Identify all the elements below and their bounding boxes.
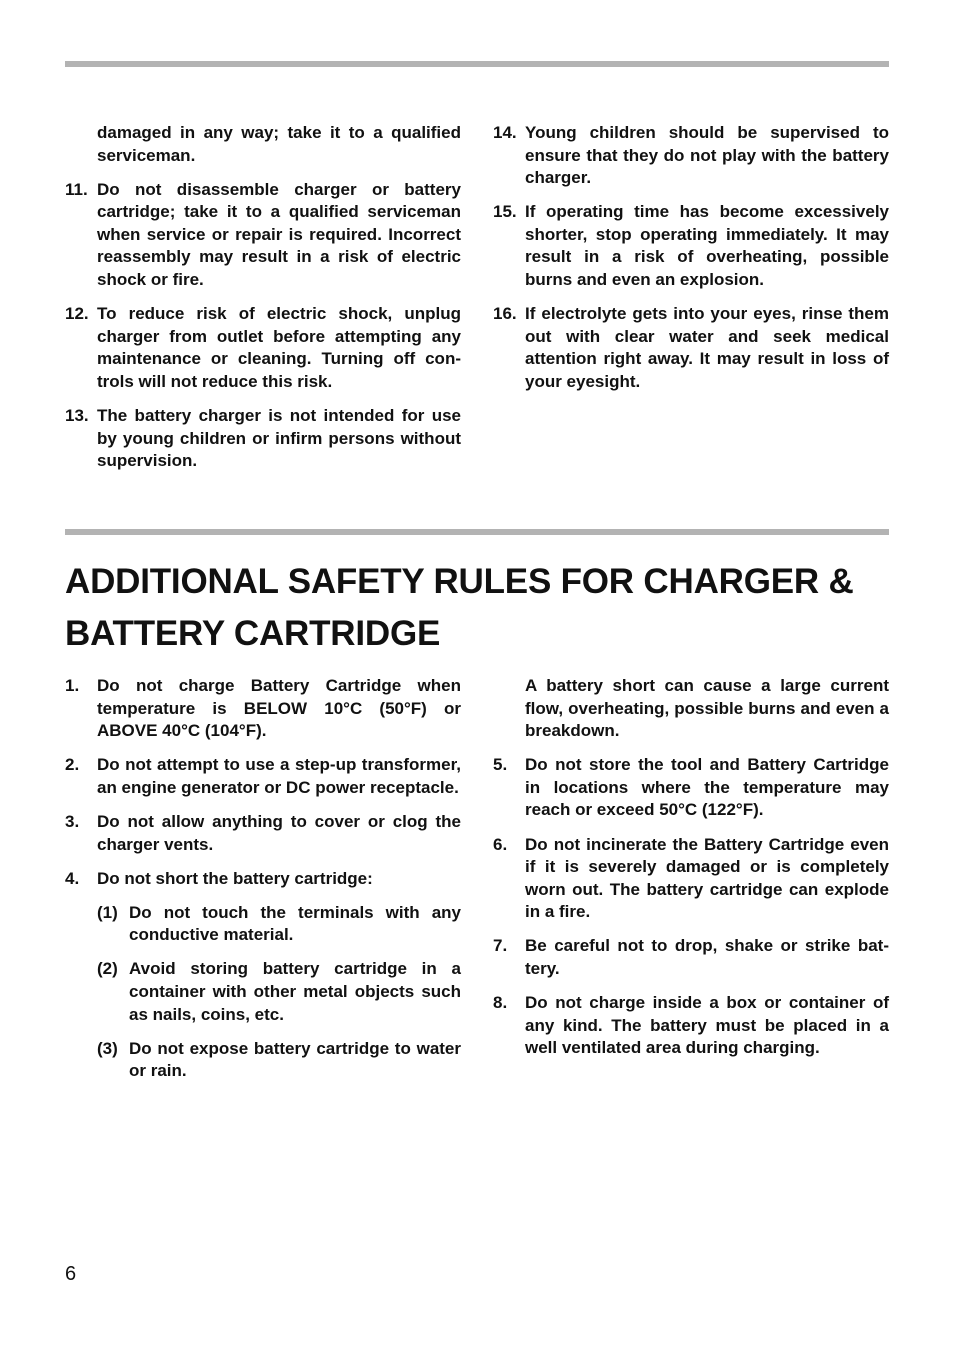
- item-text: Do not attempt to use a step-up transformer, an engine generator or DC power receptacle.: [97, 755, 461, 797]
- list-item: [65, 811, 461, 856]
- item-text: The battery charger is not intended for use by young children or infirm persons without supervision.: [97, 406, 461, 471]
- list-item: [493, 935, 889, 980]
- sub-item-number: (3): [97, 1038, 118, 1058]
- item-text: Do not disassemble charger or battery cartridge; take it to a qualified serviceman when service or repair is required. Incorrect reassembly may result in a risk of electric shock or fire.: [97, 179, 461, 290]
- item-number: 13.: [65, 406, 89, 426]
- item-text: Do not store the tool and Battery Cartridge in locations where the temperature may reach or exceed 50°C (122°F).: [525, 755, 889, 820]
- sub-list-item: [97, 1038, 461, 1083]
- item-text: To reduce risk of electric shock, unplug charger from outlet before attempting any maintenance or cleaning. Turning off controls will not reduce this risk.: [97, 304, 461, 391]
- item-number: 15.: [493, 202, 517, 222]
- list-item: [65, 303, 461, 393]
- list-item: [493, 303, 889, 393]
- continuation-text: damaged in any way; take it to a qualified serviceman.: [97, 123, 461, 165]
- item-text: Do not charge inside a box or container of any kind. The battery must be placed in a well ventilated area during charging.: [525, 993, 889, 1058]
- item-text: If electrolyte gets into your eyes, rinse them out with clear water and seek medical attention right away. It may result in loss of your eyesight.: [525, 304, 889, 391]
- item-text: Be careful not to drop, shake or strike battery.: [525, 936, 889, 979]
- item-number: 12.: [65, 304, 89, 324]
- sub-item-number: (1): [97, 902, 118, 922]
- section-title-line: BATTERY CARTRIDGE: [65, 614, 441, 653]
- top-left-column: [65, 122, 461, 484]
- bottom-left-column: [65, 675, 461, 1094]
- item-number: 11.: [65, 179, 88, 199]
- sub-list-item: [97, 902, 461, 947]
- item-number: 2.: [65, 755, 80, 775]
- item-number: 8.: [493, 993, 508, 1013]
- bottom-right-column: [493, 675, 889, 1071]
- list-item: [65, 179, 461, 292]
- item-number: 4.: [65, 868, 80, 888]
- continuation-text: A battery short can cause a large current flow, overheating, possible burns and even a breakdown.: [525, 676, 889, 741]
- list-item: [65, 754, 461, 799]
- item-text: Young children should be supervised to ensure that they do not play with the battery charger.: [525, 123, 889, 188]
- section-title: [65, 556, 925, 660]
- item-number: 1.: [65, 676, 80, 695]
- list-item: [493, 122, 889, 190]
- item-number: 7.: [493, 936, 508, 956]
- item-number: 3.: [65, 811, 80, 831]
- page-number: 6: [65, 1263, 77, 1285]
- top-divider: [65, 61, 889, 67]
- item-number: 16.: [493, 304, 517, 324]
- list-item: [65, 405, 461, 473]
- list-item: [493, 201, 889, 291]
- section-divider: [65, 529, 889, 535]
- sub-item-text: Do not touch the terminals with any conductive material.: [129, 902, 461, 945]
- sub-item-text: Do not expose battery cartridge to water or rain.: [129, 1038, 461, 1081]
- sub-item-number: (2): [97, 959, 118, 979]
- sub-list-item: [97, 958, 461, 1026]
- item-number: 5.: [493, 755, 508, 775]
- top-right-column: [493, 122, 889, 405]
- item-number: 6.: [493, 834, 508, 854]
- list-item: [493, 834, 889, 924]
- list-item: [65, 675, 461, 743]
- item-text: Do not allow anything to cover or clog the charger vents.: [97, 811, 461, 854]
- item-text: Do not incinerate the Battery Cartridge even if it is severely damaged or is completely worn out. The battery cartridge can explode in a fire.: [525, 834, 889, 922]
- list-item: [493, 992, 889, 1060]
- item-text: Do not charge Battery Cartridge when temperature is BELOW 10°C (50°F) or ABOVE 40°C (104°F).: [97, 676, 461, 741]
- list-item: [493, 754, 889, 822]
- sub-item-text: Avoid storing battery cartridge in a container with other metal objects such as nails, coins, etc.: [129, 959, 461, 1024]
- item-text: Do not short the battery cartridge:: [97, 868, 373, 888]
- section-title-line: ADDITIONAL SAFETY RULES FOR CHARGER &: [65, 562, 854, 601]
- item-text: If operating time has become excessively shorter, stop operating immediately. It may result in a risk of overheating, possible burns and even an explosion.: [525, 202, 889, 290]
- list-item: [65, 868, 461, 891]
- item-number: 14.: [493, 123, 517, 142]
